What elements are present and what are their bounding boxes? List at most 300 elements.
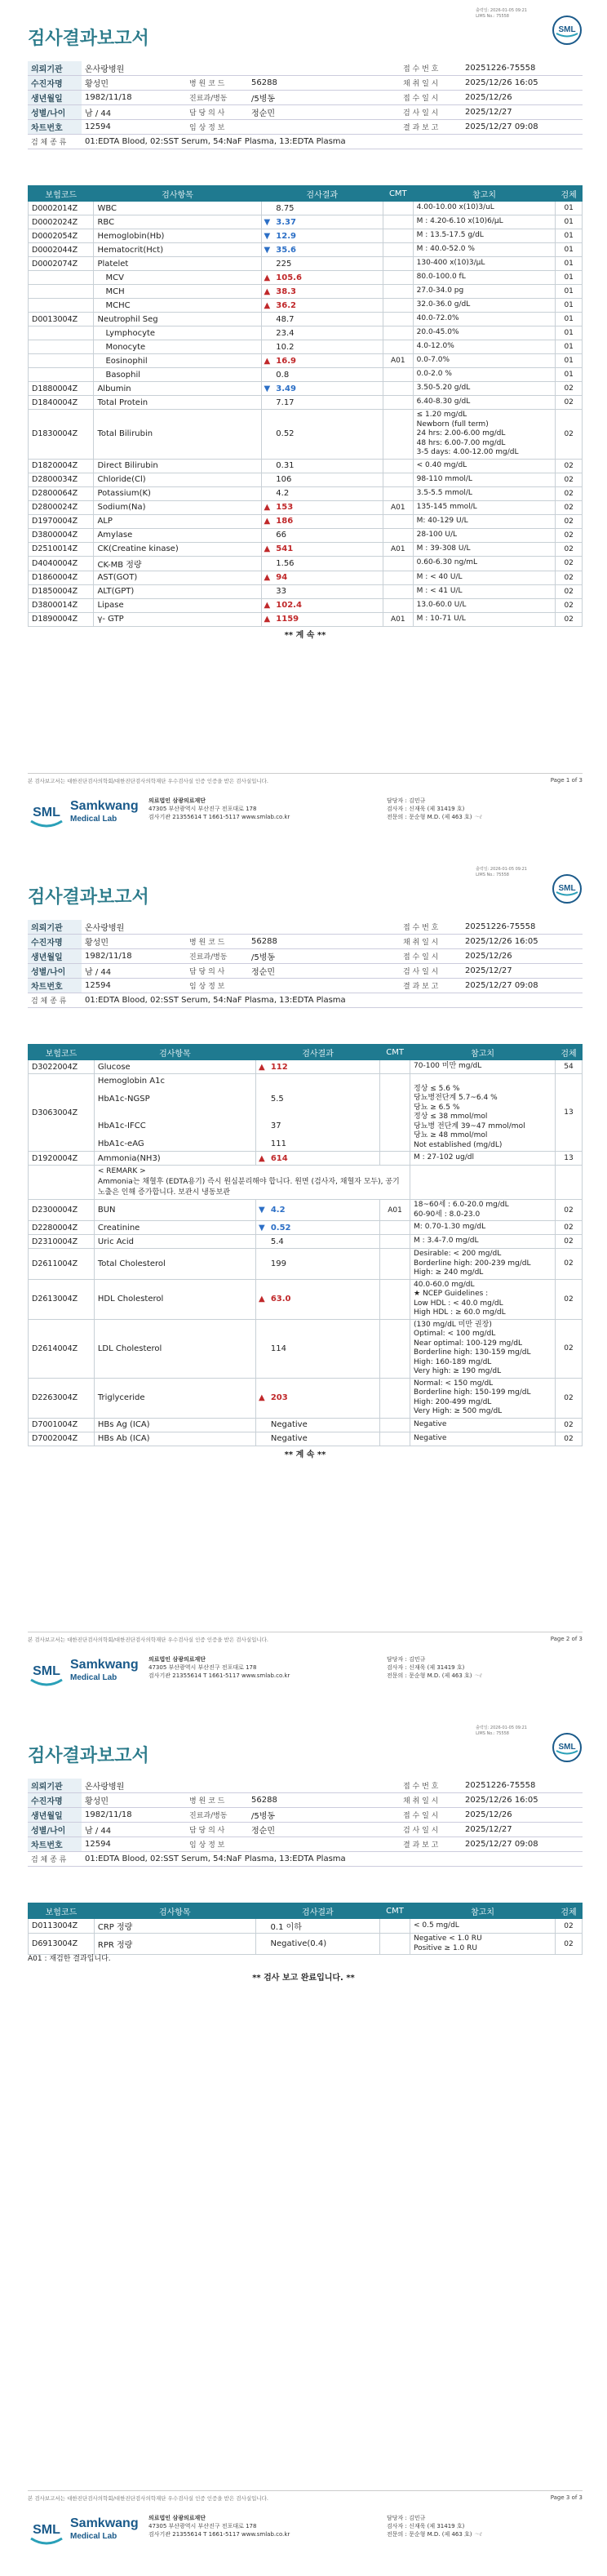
row-specimen: 01 [556,243,583,257]
col-code: 보험코드 [29,186,94,202]
page-number: Page 1 of 3 [550,777,583,784]
row-ref: 135-145 mmol/L [413,500,556,514]
table-row [29,1319,583,1378]
table-row [29,612,583,626]
row-ref: 3.50-5.20 g/dL [413,382,556,396]
row-result: 10.2 [272,340,383,354]
row-item: AST(GOT) [94,571,261,584]
row-item: Amylase [94,528,261,542]
row-ref: M : 10-71 U/L [413,612,556,626]
row-code [29,299,94,313]
table-row [29,556,583,571]
row-specimen: 01 [556,340,583,354]
row-result: 106 [272,473,383,486]
sex-age: 남 / 44 [82,105,186,120]
row-result: 225 [272,257,383,271]
row-specimen: 01 [556,313,583,326]
patient-name: 황성민 [82,76,186,91]
table-row [29,1221,583,1235]
row-specimen: 02 [556,473,583,486]
row-ref: M : 39-308 U/L [413,542,556,556]
row-code: D7001004Z [29,1418,95,1432]
row-result: Negative(0.4) [268,1934,380,1955]
row-code: D0113004Z [29,1919,95,1934]
table-row [29,1418,583,1432]
row-item: Potassium(K) [94,486,261,500]
table-row [29,542,583,556]
row-result: 16.9 [272,354,383,368]
row-code: D2310004Z [29,1235,95,1249]
row-item: Neutrophil Seg [94,313,261,326]
row-specimen: 02 [556,542,583,556]
row-item: γ- GTP [94,612,261,626]
row-cmt [383,410,413,460]
row-cmt [380,1418,410,1432]
row-code: D1820004Z [29,459,94,473]
row-item: Hemoglobin(Hb) [94,229,261,243]
doctors: 담당자 : 김민규 검사자 : 신재욱 (제 31419 호) 전문의 : 문순형 M.D. (제 463 호) 〜ℓ [387,797,482,820]
table-row [29,500,583,514]
row-code [29,326,94,340]
sml-logo-icon [28,798,65,831]
table-row [29,514,583,528]
corp-info: 의료법인 삼광의료재단 47305 부산광역시 부산진구 전포대로 178 검사기관 21355614 T 1661-5117 www.smlab.co.kr [148,797,290,820]
table-row [29,1919,583,1934]
row-cmt [383,514,413,528]
row-item: Sodium(Na) [94,500,261,514]
row-ref: 40.0-72.0% [413,313,556,326]
row-cmt [383,382,413,396]
row-result: 4.2 [268,1200,380,1221]
signature-icon: 〜ℓ [473,2531,482,2538]
row-specimen: 01 [556,202,583,215]
col-result: 검사결과 [261,186,383,202]
table-row [29,1200,583,1221]
row-result: 102.4 [272,598,383,612]
row-result: 66 [272,528,383,542]
row-cmt [383,368,413,382]
row-item: Hemoglobin A1c HbA1c-NGSP HbA1c-IFCC HbA1c-eAG [94,1074,255,1152]
high-flag-icon: ▲ [264,286,271,296]
clinical-info [248,120,400,135]
svg-text:SML: SML [33,1664,60,1678]
table-row [29,1378,583,1418]
row-ref: 6.40-8.30 g/dL [413,396,556,410]
row-code: D2800034Z [29,473,94,486]
row-cmt [383,571,413,584]
row-code: D3800014Z [29,598,94,612]
low-flag-icon: ▼ [259,1206,265,1215]
row-cmt [380,1249,410,1280]
row-item: MCHC [94,299,261,313]
collect-time: 2025/12/26 16:05 [462,76,583,91]
row-ref: 0.0-7.0% [413,354,556,368]
low-flag-icon: ▼ [264,217,271,227]
row-code: D7002004Z [29,1432,95,1446]
table-row [29,1166,583,1200]
row-specimen: 01 [556,229,583,243]
row-ref: 4.00-10.00 x(10)3/uL [413,202,556,215]
row-result: 5.5 37 111 [268,1074,380,1152]
row-specimen: 02 [556,514,583,528]
row-item: Direct Bilirubin [94,459,261,473]
row-item: HBs Ag (ICA) [94,1418,255,1432]
row-specimen: 13 [556,1152,583,1166]
table-row [29,1279,583,1319]
row-specimen: 02 [556,382,583,396]
report-page-3: 출력일: 2026-01-05 09:21 LIMS No.: 75558 SML 검사결과보고서 의뢰기관 온사랑병원 접 수 번 호 20251226-75558 수진자명 황성민 병 원 코 드 56288 채 취 일 시 2025/12/26 16:05 생년월일 1982/11/18 진료과/병동 /5병동 접 수 일 시 2025/12/26 성별/나이 남 / 44 담 당 의 사 정순민 검 사 일 시 2025/12/27 차트번호 12594 임 상 정 보 결 과 보 고 2025/12/27 09:08 검 체 종 류 01:EDTA Blood, 02:SST Serum, 54:NaF Plasma, 13:EDTA Plasma 보험코드 검사항목 검사결과 CMT 참고치 검체 D0113004Z CRP 정량 0.1 이하 < 0.5 mg/dL 02 D6913004Z RPR 정량 Negative(0.4) Negative < 1.0 RU Positive ≥ 1.0 RU 02 A01 : 재검한 결과입니다. ** 검사 보고 완료입니다. ** 본 검사보고서는 대한진단검사의학회/대한진단검사의학재단 우수검사실 인증 인증을 받은 검사실입니다. Page 3 of 3 SML Samkwang Medical Lab 의료법인 삼광의료재단 47305 부산광역시 부산진구 전포대로 178 검사기관 21355614 T 1661-5117 www.smlab.co.kr 담당자 : 김민규 검사자 : 신재욱 (제 31419 호) 전문의 : 문순형 M.D. (제 463 호) 〜ℓ [0,1717,607,2576]
patient-info-table: 의뢰기관 온사랑병원 접 수 번 호 20251226-75558 수진자명 황성민 병 원 코 드 56288 채 취 일 시 2025/12/26 16:05 생년월일 1982/11/18 진료과/병동 /5병동 접 수 일 시 2025/12/26 성별/나이 남 / 44 담 당 의 사 정순민 검 사 일 시 2025/12/27 차트번호 12594 임 상 정 보 결 과 보 고 2025/12/27 09:08 검 체 종 류 01:EDTA Blood, 02:SST Serum, 54:NaF Plasma, 13:EDTA Plasma [28,61,583,149]
continue-row [29,626,583,641]
row-code [29,368,94,382]
row-specimen: 01 [556,326,583,340]
report-title: 검사결과보고서 [28,1746,149,1766]
row-code: D6913004Z [29,1934,95,1955]
row-specimen: 02 [556,500,583,514]
row-item: LDL Cholesterol [94,1319,255,1378]
test-date: 2025/12/27 [462,105,583,120]
row-item: MCV [94,271,261,285]
row-result: 153 [272,500,383,514]
row-result: 1159 [272,612,383,626]
row-result: 0.1 이하 [268,1919,380,1934]
high-flag-icon: ▲ [264,573,271,582]
row-specimen: 02 [556,1934,583,1955]
table-row [29,528,583,542]
row-code: D2611004Z [29,1249,95,1280]
row-code: D2800024Z [29,500,94,514]
row-code: D1970004Z [29,514,94,528]
row-result: Negative [268,1432,380,1446]
table-row [29,326,583,340]
row-ref: (130 mg/dL 미만 권장) Optimal: < 100 mg/dL Near optimal: 100-129 mg/dL Borderline high: 130-159 mg/dL High: 160-189 mg/dL Very high: ≥ 190 mg/dL [410,1319,556,1378]
row-result: 614 [268,1152,380,1166]
row-ref: ≤ 1.20 mg/dL Newborn (full term) 24 hrs: 2.00-6.00 mg/dL 48 hrs: 6.00-7.00 mg/dL 3-5 days: 4.00-12.00 mg/dL [413,410,556,460]
row-code [29,340,94,354]
footer-note: 본 검사보고서는 대한진단검사의학회/대한진단검사의학재단 우수검사실 인증 인증을 받은 검사실입니다. [28,773,583,784]
row-cmt [380,1152,410,1166]
row-code: D1850004Z [29,584,94,598]
row-ref: 80.0-100.0 fL [413,271,556,285]
row-cmt [383,257,413,271]
report-title: 검사결과보고서 [28,29,149,49]
table-row [29,1152,583,1166]
sml-logo-icon [28,2516,65,2548]
row-cmt [380,1378,410,1418]
row-result: 0.52 [272,410,383,460]
row-result: 0.52 [268,1221,380,1235]
report-time: 2025/12/27 09:08 [462,120,583,135]
row-item: RPR 정량 [94,1934,255,1955]
row-specimen: 02 [556,1221,583,1235]
row-item: Uric Acid [94,1235,255,1249]
svg-text:SML: SML [33,2523,60,2537]
row-code [29,1166,95,1200]
row-specimen: 01 [556,271,583,285]
table-row [29,285,583,299]
row-item: RBC [94,215,261,229]
row-result: 8.75 [272,202,383,215]
row-result: 5.4 [268,1235,380,1249]
row-cmt [380,1919,410,1934]
row-result: 35.6 [272,243,383,257]
patient-info-table: 의뢰기관 온사랑병원 접 수 번 호 20251226-75558 수진자명 황성민 병 원 코 드 56288 채 취 일 시 2025/12/26 16:05 생년월일 1982/11/18 진료과/병동 /5병동 접 수 일 시 2025/12/26 성별/나이 남 / 44 담 당 의 사 정순민 검 사 일 시 2025/12/27 차트번호 12594 임 상 정 보 결 과 보 고 2025/12/27 09:08 검 체 종 류 01:EDTA Blood, 02:SST Serum, 54:NaF Plasma, 13:EDTA Plasma [28,920,583,1008]
row-result: 1.56 [272,556,383,571]
table-row [29,1060,583,1074]
row-cmt: A01 [383,542,413,556]
row-result: 0.8 [272,368,383,382]
row-item: CK-MB 정량 [94,556,261,571]
table-row [29,1249,583,1280]
table-row [29,459,583,473]
row-ref: Negative < 1.0 RU Positive ≥ 1.0 RU [410,1934,555,1955]
row-item: Eosinophil [94,354,261,368]
high-flag-icon: ▲ [264,356,271,366]
row-specimen: 13 [556,1074,583,1152]
footer [28,793,583,834]
signature-icon: 〜ℓ [473,814,482,820]
row-item: MCH [94,285,261,299]
row-cmt [380,1432,410,1446]
row-cmt [383,326,413,340]
row-result: 4.2 [272,486,383,500]
row-specimen: 02 [556,528,583,542]
row-specimen: 01 [556,257,583,271]
row-ref: M: 40-129 U/L [413,514,556,528]
specimen-types: 01:EDTA Blood, 02:SST Serum, 54:NaF Plasma, 13:EDTA Plasma [82,135,583,149]
row-item: Monocyte [94,340,261,354]
row-item: CRP 정량 [94,1919,255,1934]
row-item: HDL Cholesterol [94,1279,255,1319]
row-code: D4040004Z [29,556,94,571]
row-code: D1840004Z [29,396,94,410]
table-row [29,229,583,243]
high-flag-icon: ▲ [264,517,271,526]
row-specimen: 02 [556,1919,583,1934]
row-specimen: 02 [556,612,583,626]
row-code: D3800004Z [29,528,94,542]
row-cmt [383,556,413,571]
high-flag-icon: ▲ [264,601,271,610]
row-item: ALP [94,514,261,528]
row-result: 33 [272,584,383,598]
row-specimen: 02 [556,459,583,473]
report-complete: ** 검사 보고 완료입니다. ** [252,1974,355,1983]
row-item: Triglyceride [94,1378,255,1418]
dept: /5병동 [248,91,400,105]
high-flag-icon: ▲ [264,615,271,624]
row-ref: M: 0.70-1.30 mg/dL [410,1221,556,1235]
high-flag-icon: ▲ [264,544,271,553]
row-cmt [383,584,413,598]
sml-logo-icon [28,1657,65,1690]
row-cmt [383,486,413,500]
receive-date: 2025/12/26 [462,91,583,105]
row-code: D1890004Z [29,612,94,626]
table-row [29,473,583,486]
row-code: D1830004Z [29,410,94,460]
row-item: WBC [94,202,261,215]
results-table-page2: 보험코드 검사항목 검사결과 CMT 참고치 검체 D3022004Z Glucose ▲ 112 70-100 미만 mg/dL 54 D3063004Z Hemoglobin A1c HbA1c-NGSP HbA1c-IFCC HbA1c-eAG 5.5 37 111 정상 ≤ 5.6 % 당뇨병전단계 5.7~6.4 % 당뇨 ≥ 6.5 % 정상 ≤ 38 mmol/mol 당뇨병 전단계 39~47 mmol/mol 당뇨 ≥ 48 mmol/mol Not established (mg/dL) 13 D1920004Z Ammonia(NH3) ▲ 614 M : 27-102 ug/dl 13 < REMARK > Ammonia는 채혈후 (EDTA용기) 즉시 원심분리해야 합니다. 원면 (검사자, 채혈자 모두), 공기노출은 인해 증가합니다. 보관시 냉동보관 D2300004Z BUN ▼ 4.2 A01 18~60세 : 6.0-20.0 mg/dL 60-90세 : 8.0-23.0 02 D2280004Z Creatinine ▼ 0.52 M: 0.70-1.30 mg/dL 02 D2310004Z Uric Acid 5.4 M : 3.4-7.0 mg/dL 02 D2611004Z Total Cholesterol 199 Desirable: < 200 mg/dL Borderline high: 200-239 mg/dL High: ≥ 240 mg/dL 02 D2613004Z HDL Cholesterol ▲ 63.0 40.0-60.0 mg/dL ★ NCEP Guidelines : Low HDL : < 40.0 mg/dL High HDL : ≥ 60.0 mg/dL 02 D2614004Z LDL Cholesterol 114 (130 mg/dL 미만 권장) Optimal: < 100 mg/dL Near optimal: 100-129 mg/dL Borderline high: 130-159 mg/dL High: 160-189 mg/dL Very high: ≥ 190 mg/dL 02 D2263004Z Triglyceride ▲ 203 Normal: < 150 mg/dL Borderline high: 150-199 mg/dL High: 200-499 mg/dL Very High: ≥ 500 mg/dL 02 D7001004Z HBs Ag (ICA) Negative Negative 02 D7002004Z HBs Ab (ICA) Negative Negative 02 ** 계 속 ** [28,1044,583,1460]
high-flag-icon: ▲ [264,503,271,512]
row-ref: M : 4.20-6.10 x(10)6/μL [413,215,556,229]
row-cmt [383,459,413,473]
row-cmt [380,1235,410,1249]
signature-icon: 〜ℓ [473,1672,482,1679]
table-row [29,584,583,598]
table-row [29,354,583,368]
report-page-2: 출력일: 2026-01-05 09:21 LIMS No.: 75558 SML 검사결과보고서 의뢰기관 온사랑병원 접 수 번 호 20251226-75558 수진자명 황성민 병 원 코 드 56288 채 취 일 시 2025/12/26 16:05 생년월일 1982/11/18 진료과/병동 /5병동 접 수 일 시 2025/12/26 성별/나이 남 / 44 담 당 의 사 정순민 검 사 일 시 2025/12/27 차트번호 12594 임 상 정 보 결 과 보 고 2025/12/27 09:08 검 체 종 류 01:EDTA Blood, 02:SST Serum, 54:NaF Plasma, 13:EDTA Plasma 보험코드 검사항목 검사결과 CMT 참고치 검체 D3022004Z Glucose ▲ 112 70-100 미만 mg/dL 54 D3063004Z Hemoglobin A1c HbA1c-NGSP HbA1c-IFCC HbA1c-eAG 5.5 37 111 정상 ≤ 5.6 % 당뇨병전단계 5.7~6.4 % 당뇨 ≥ 6.5 % 정상 ≤ 38 mmol/mol 당뇨병 전단계 39~47 mmol/mol 당뇨 ≥ 48 mmol/mol Not established (mg/dL) 13 D1920004Z Ammonia(NH3) ▲ 614 M : 27-102 ug/dl 13 < REMARK > Ammonia는 채혈후 (EDTA용기) 즉시 원심분리해야 합니다. 원면 (검사자, 채혈자 모두), 공기노출은 인해 증가합니다. 보관시 냉동보관 D2300004Z BUN ▼ 4.2 A01 18~60세 : 6.0-20.0 mg/dL 60-90세 : 8.0-23.0 02 D2280004Z Creatinine ▼ 0.52 M: 0.70-1.30 mg/dL 02 D2310004Z Uric Acid 5.4 M : 3.4-7.0 mg/dL 02 D2611004Z Total Cholesterol 199 Desirable: < 200 mg/dL Borderline high: 200-239 mg/dL High: ≥ 240 mg/dL 02 D2613004Z HDL Cholesterol ▲ 63.0 40.0-60.0 mg/dL ★ NCEP Guidelines : Low HDL : < 40.0 mg/dL High HDL : ≥ 60.0 mg/dL 02 D2614004Z LDL Cholesterol 114 (130 mg/dL 미만 권장) Optimal: < 100 mg/dL Near optimal: 100-129 mg/dL Borderline high: 130-159 mg/dL High: 160-189 mg/dL Very high: ≥ 190 mg/dL 02 D2263004Z Triglyceride ▲ 203 Normal: < 150 mg/dL Borderline high: 150-199 mg/dL High: 200-499 mg/dL Very High: ≥ 500 mg/dL 02 D7001004Z HBs Ag (ICA) Negative Negative 02 D7002004Z HBs Ab (ICA) Negative Negative 02 ** 계 속 ** 본 검사보고서는 대한진단검사의학회/대한진단검사의학재단 우수검사실 인증 인증을 받은 검사실입니다. Page 2 of 3 SML Samkwang Medical Lab 의료법인 삼광의료재단 47305 부산광역시 부산진구 전포대로 178 검사기관 21355614 T 1661-5117 www.smlab.co.kr 담당자 : 김민규 검사자 : 신재욱 (제 31419 호) 전문의 : 문순형 M.D. (제 463 호) 〜ℓ [0,859,607,1717]
row-specimen: 01 [556,368,583,382]
row-code: D2510014Z [29,542,94,556]
row-ref: M : 27-102 ug/dl [410,1152,556,1166]
row-result: 48.7 [272,313,383,326]
row-specimen: 02 [556,1200,583,1221]
sml-circle-logo-icon [552,1732,583,1763]
row-cmt [380,1060,410,1074]
lims-no: LIMS No.: 75558 [476,14,509,19]
row-item: Creatinine [94,1221,255,1235]
row-cmt: A01 [383,500,413,514]
print-info [476,8,527,20]
results-table-page1 [28,185,583,641]
svg-text:SML: SML [558,25,576,34]
row-cmt [383,473,413,486]
high-flag-icon: ▲ [259,1295,265,1304]
row-code: D0002014Z [29,202,94,215]
row-cmt [383,229,413,243]
high-flag-icon: ▲ [264,273,271,282]
high-flag-icon: ▲ [259,1393,265,1402]
row-item: Chloride(Cl) [94,473,261,486]
table-row [29,1074,583,1152]
report-title: 검사결과보고서 [28,887,149,908]
row-ref: Negative [410,1432,556,1446]
row-result: 203 [268,1378,380,1418]
row-cmt [383,313,413,326]
row-code: D0002054Z [29,229,94,243]
svg-text:SML: SML [558,884,576,893]
row-specimen: 01 [556,285,583,299]
row-ref: Negative [410,1418,556,1432]
row-specimen: 02 [556,1249,583,1280]
chart-no: 12594 [82,120,186,135]
row-ref: 98-110 mmol/L [413,473,556,486]
row-code: D0002074Z [29,257,94,271]
row-result: 63.0 [268,1279,380,1319]
row-ref: 0.60-6.30 ng/mL [413,556,556,571]
table-row [29,1432,583,1446]
row-ref: < 0.40 mg/dL [413,459,556,473]
footer: SML Samkwang Medical Lab 의료법인 삼광의료재단 47305 부산광역시 부산진구 전포대로 178 검사기관 21355614 T 1661-5117 www.smlab.co.kr 담당자 : 김민규 검사자 : 신재욱 (제 31419 호) 전문의 : 문순형 M.D. (제 463 호) 〜ℓ [28,2511,583,2552]
row-ref: Desirable: < 200 mg/dL Borderline high: 200-239 mg/dL High: ≥ 240 mg/dL [410,1249,556,1280]
row-item: Hematocrit(Hct) [94,243,261,257]
row-cmt [380,1934,410,1955]
row-cmt [380,1221,410,1235]
results-table-page3: 보험코드 검사항목 검사결과 CMT 참고치 검체 D0113004Z CRP 정량 0.1 이하 < 0.5 mg/dL 02 D6913004Z RPR 정량 Negative(0.4) Negative < 1.0 RU Positive ≥ 1.0 RU 02 [28,1903,583,1955]
row-ref: M : 40.0-52.0 % [413,243,556,257]
row-item: Total Protein [94,396,261,410]
svg-text:SML: SML [33,806,60,819]
row-ref: Normal: < 150 mg/dL Borderline high: 150-199 mg/dL High: 200-499 mg/dL Very High: ≥ 500 mg/dL [410,1378,556,1418]
row-cmt [383,243,413,257]
row-ref: 28-100 U/L [413,528,556,542]
row-code: D2300004Z [29,1200,95,1221]
row-result: 541 [272,542,383,556]
birth-date: 1982/11/18 [82,91,186,105]
table-row [29,1934,583,1955]
row-specimen: 54 [556,1060,583,1074]
row-ref: 13.0-60.0 U/L [413,598,556,612]
table-row [29,257,583,271]
row-ref: < 0.5 mg/dL [410,1919,555,1934]
row-code: D0002044Z [29,243,94,257]
row-ref: 0.0-2.0 % [413,368,556,382]
row-code [29,271,94,285]
sml-circle-logo-icon [552,15,583,46]
row-item: Total Bilirubin [94,410,261,460]
row-ref: 130-400 x(10)3/μL [413,257,556,271]
row-result: 114 [268,1319,380,1378]
low-flag-icon: ▼ [264,245,271,255]
table-row [29,598,583,612]
row-code: D2280004Z [29,1221,95,1235]
row-result: 36.2 [272,299,383,313]
col-cmt: CMT [383,186,413,202]
row-result: Negative [268,1418,380,1432]
row-code: D1880004Z [29,382,94,396]
svg-text:SML: SML [558,1743,576,1752]
row-item: Glucose [94,1060,255,1074]
high-flag-icon: ▲ [264,300,271,310]
row-specimen: 02 [556,396,583,410]
col-item: 검사항목 [94,186,261,202]
row-cmt [383,215,413,229]
row-cmt: A01 [383,612,413,626]
row-cmt [383,598,413,612]
low-flag-icon: ▼ [264,384,271,393]
row-specimen: 02 [556,486,583,500]
row-ref: 4.0-12.0% [413,340,556,354]
table-row [29,243,583,257]
row-code: D0013004Z [29,313,94,326]
doctor: 정순민 [248,105,400,120]
row-result: 38.3 [272,285,383,299]
row-ref: M : 13.5-17.5 g/dL [413,229,556,243]
row-specimen: 02 [556,584,583,598]
row-item: Basophil [94,368,261,382]
continue-mark: ** 계 속 ** [284,630,326,640]
print-info: 출력일: 2026-01-05 09:21 LIMS No.: 75558 [476,1725,527,1736]
row-ref: 27.0-34.0 pg [413,285,556,299]
row-specimen: 02 [556,1319,583,1378]
table-row [29,202,583,215]
row-item: BUN [94,1200,255,1221]
row-ref: M : < 41 U/L [413,584,556,598]
row-result: 112 [268,1060,380,1074]
row-result: 0.31 [272,459,383,473]
row-specimen: 01 [556,354,583,368]
low-flag-icon: ▼ [259,1223,265,1232]
row-item: CK(Creatine kinase) [94,542,261,556]
row-ref: 40.0-60.0 mg/dL ★ NCEP Guidelines : Low HDL : < 40.0 mg/dL High HDL : ≥ 60.0 mg/dL [410,1279,556,1319]
footer: SML Samkwang Medical Lab 의료법인 삼광의료재단 47305 부산광역시 부산진구 전포대로 178 검사기관 21355614 T 1661-5117 www.smlab.co.kr 담당자 : 김민규 검사자 : 신재욱 (제 31419 호) 전문의 : 문순형 M.D. (제 463 호) 〜ℓ [28,1652,583,1693]
institution: 온사랑병원 [82,61,400,76]
row-item: Lymphocyte [94,326,261,340]
table-row [29,215,583,229]
row-cmt [383,528,413,542]
row-specimen: 01 [556,215,583,229]
